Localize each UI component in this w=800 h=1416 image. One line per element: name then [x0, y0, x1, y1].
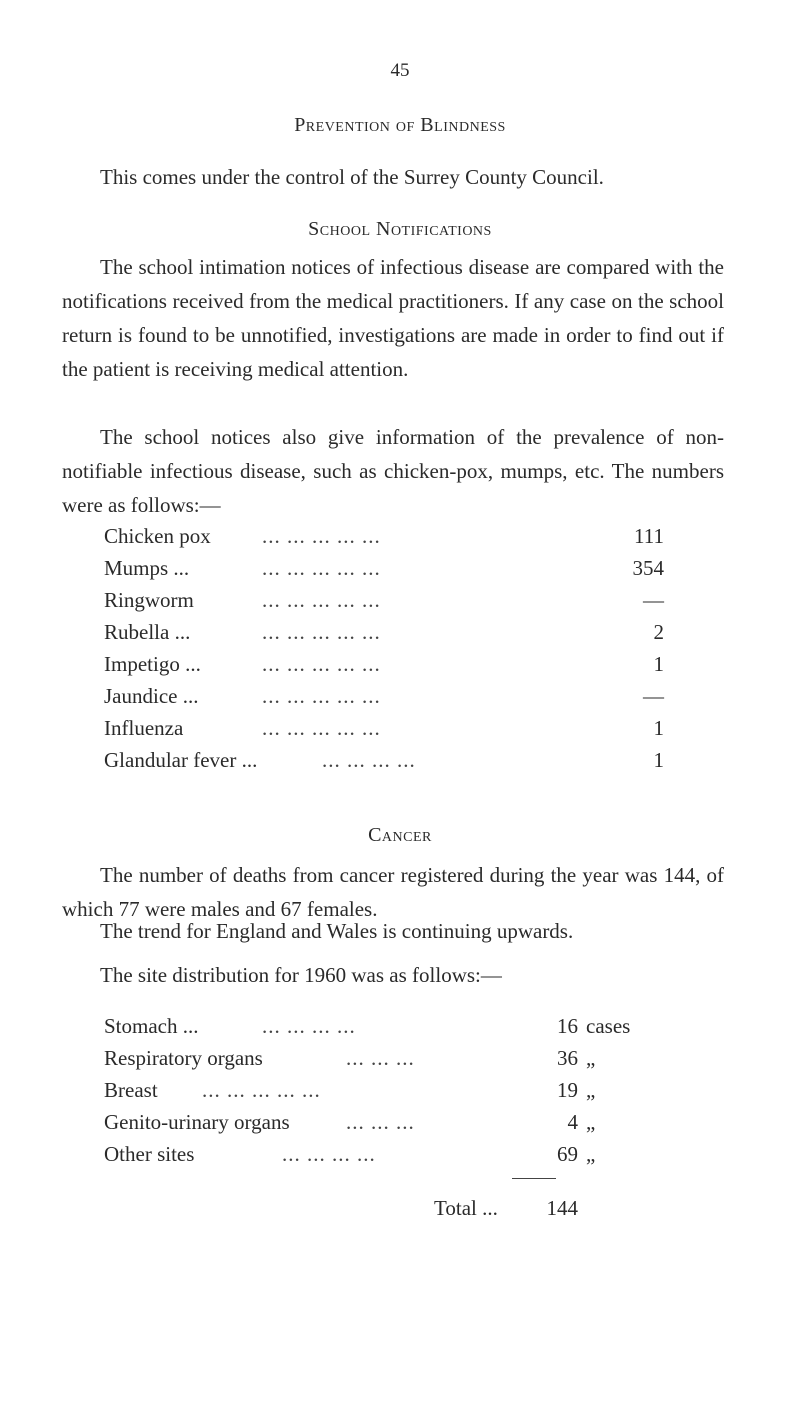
item-value: —: [643, 588, 664, 612]
list-item: [104, 552, 664, 584]
leader-dots: ... ... ...: [346, 1046, 415, 1070]
item-label: Respiratory organs: [104, 1046, 263, 1070]
total-value: 144: [546, 1196, 578, 1220]
list-item: [104, 520, 664, 552]
total-rule: [512, 1178, 556, 1179]
list-item: [104, 616, 664, 648]
item-value: 16: [557, 1014, 578, 1038]
item-unit: „: [586, 1078, 596, 1102]
item-label: Genito-urinary organs: [104, 1110, 290, 1134]
item-value: 1: [653, 716, 664, 740]
item-value: 36: [557, 1046, 578, 1070]
item-value: 4: [567, 1110, 578, 1134]
leader-dots: ... ... ... ... ...: [262, 588, 381, 612]
cancer-total-row: [104, 1192, 664, 1224]
leader-dots: ... ... ... ... ...: [262, 652, 381, 676]
item-label: Stomach ...: [104, 1014, 199, 1038]
page-number: 45: [390, 60, 410, 81]
item-value: 2: [653, 620, 664, 644]
school-paragraph-1: The school intimation notices of infectious disease are compared with the notifications received from the medical practitioners. If any case on the school return is found to be unnotified, investigations are made in order to find out if the patient is receiving medical attention.: [62, 255, 724, 381]
leader-dots: ... ... ... ... ...: [202, 1078, 321, 1102]
item-label: Breast: [104, 1078, 158, 1102]
leader-dots: ... ... ... ...: [282, 1142, 376, 1166]
list-item: [104, 648, 664, 680]
leader-dots: ... ... ... ... ...: [262, 716, 381, 740]
list-item: [104, 1074, 664, 1106]
item-value: 354: [632, 556, 664, 580]
item-label: Mumps ...: [104, 556, 190, 580]
cancer-paragraph-2: The trend for England and Wales is continuing upwards.: [100, 919, 574, 943]
item-value: 69: [557, 1142, 578, 1166]
leader-dots: ... ... ... ...: [322, 748, 416, 772]
list-item: [104, 712, 664, 744]
item-label: Other sites: [104, 1142, 195, 1166]
item-value: 1: [653, 652, 664, 676]
item-unit: „: [586, 1142, 596, 1166]
list-item: [104, 1192, 664, 1224]
item-label: Ringworm: [104, 588, 194, 612]
item-label: Influenza: [104, 716, 184, 740]
leader-dots: ... ... ... ...: [262, 1014, 356, 1038]
list-item: [104, 584, 664, 616]
leader-dots: ... ... ... ... ...: [262, 620, 381, 644]
cancer-site-list: [104, 1010, 664, 1170]
item-value: 111: [634, 524, 664, 548]
blindness-paragraph: This comes under the control of the Surrey County Council.: [100, 165, 604, 189]
list-item: [104, 1138, 664, 1170]
item-label: Rubella ...: [104, 620, 191, 644]
item-value: 1: [653, 748, 664, 772]
item-unit: „: [586, 1110, 596, 1134]
list-item: [104, 1106, 664, 1138]
list-item: [104, 680, 664, 712]
heading-cancer: Cancer: [368, 824, 432, 846]
leader-dots: ... ... ... ... ...: [262, 684, 381, 708]
leader-dots: ... ... ... ... ...: [262, 524, 381, 548]
leader-dots: ... ... ...: [346, 1110, 415, 1134]
heading-prevention-of-blindness: Prevention of Blindness: [294, 114, 506, 136]
item-label: Glandular fever ...: [104, 748, 258, 772]
school-paragraph-2: The school notices also give information of the prevalence of non-notifiable infectious disease, such as chicken-pox, mumps, etc. The numbers were as follows:—: [62, 425, 724, 517]
list-item: [104, 744, 664, 776]
item-value: 19: [557, 1078, 578, 1102]
heading-school-notifications: School Notifications: [308, 218, 492, 240]
cancer-paragraph-3: The site distribution for 1960 was as follows:—: [100, 963, 502, 987]
list-item: [104, 1042, 664, 1074]
total-label: Total ...: [434, 1196, 498, 1220]
item-label: Impetigo ...: [104, 652, 201, 676]
item-label: Chicken pox: [104, 524, 211, 548]
school-disease-list: [104, 520, 664, 776]
item-unit: „: [586, 1046, 596, 1070]
item-value: —: [643, 684, 664, 708]
leader-dots: ... ... ... ... ...: [262, 556, 381, 580]
list-item: [104, 1010, 664, 1042]
item-label: Jaundice ...: [104, 684, 199, 708]
cancer-paragraph-1: The number of deaths from cancer registered during the year was 144, of which 77 were males and 67 females.: [62, 863, 724, 921]
item-unit: cases: [586, 1014, 631, 1038]
